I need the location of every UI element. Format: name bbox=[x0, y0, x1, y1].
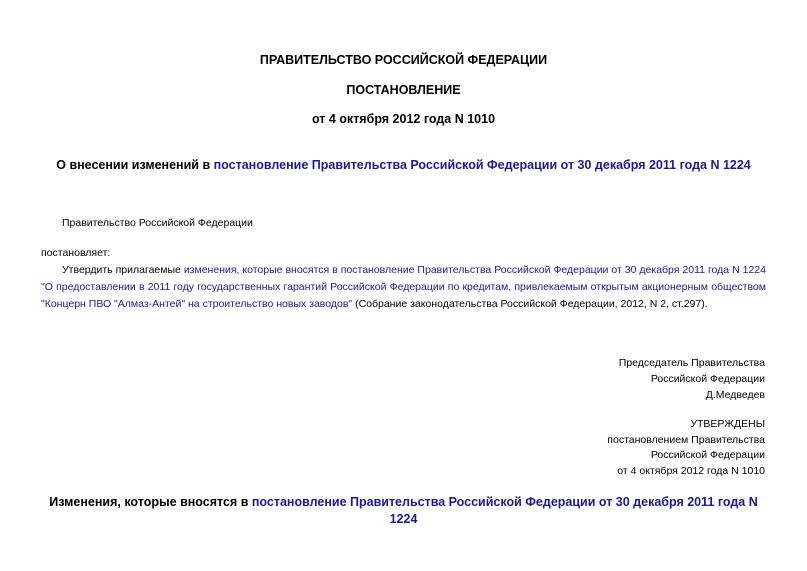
approval-line3: Российской Федерации bbox=[650, 449, 765, 461]
annex-title-prefix: Изменения, которые вносятся в bbox=[49, 495, 252, 509]
issuer-text: Правительство Российской Федерации bbox=[62, 217, 253, 229]
approval-line1: УТВЕРЖДЕНЫ bbox=[690, 418, 765, 430]
approval-line4: от 4 октября 2012 года N 1010 bbox=[617, 464, 765, 477]
title-prefix: О внесении изменений в bbox=[56, 158, 214, 172]
document-title bbox=[40, 157, 767, 174]
body-paragraph bbox=[41, 262, 766, 313]
signature-title-line1: Председатель Правительства bbox=[618, 357, 765, 369]
amendments-link[interactable]: изменения, которые вносятся в постановление Правительства Российской Федерации от 30 декабря 2011 года N 1224 "О предоставлении в 2011 году государственных гарантий Российской Федерации по кредитам, привлекаемым открытым акционерным обществом "Концерн ПВО "Алмаз-Антей" на строительство новых заводов" bbox=[41, 264, 766, 310]
signature-title-line2: Российской Федерации bbox=[650, 373, 765, 385]
document-date-number: от 4 октября 2012 года N 1010 bbox=[311, 112, 496, 126]
approval-line2: постановлением Правительства bbox=[607, 433, 765, 446]
signature-block bbox=[619, 355, 765, 403]
decrees-text: постановляет: bbox=[41, 247, 111, 259]
annex-title-link[interactable]: постановление Правительства Российской Федерации от 30 декабря 2011 года N 1224 bbox=[251, 495, 758, 526]
body-text-suffix: (Собрание законодательства Российской Федерации, 2012, N 2, ст.297). bbox=[352, 298, 708, 310]
government-heading: ПРАВИТЕЛЬСТВО РОССИЙСКОЙ ФЕДЕРАЦИИ bbox=[259, 53, 548, 67]
signature-name: Д.Медведев bbox=[705, 389, 765, 401]
annex-title bbox=[40, 494, 767, 528]
body-text-prefix: Утвердить прилагаемые bbox=[62, 264, 184, 276]
title-link[interactable]: постановление Правительства Российской Федерации от 30 декабря 2011 года N 1224 bbox=[213, 158, 751, 172]
document-type-heading: ПОСТАНОВЛЕНИЕ bbox=[346, 83, 461, 97]
approval-block bbox=[607, 417, 765, 479]
